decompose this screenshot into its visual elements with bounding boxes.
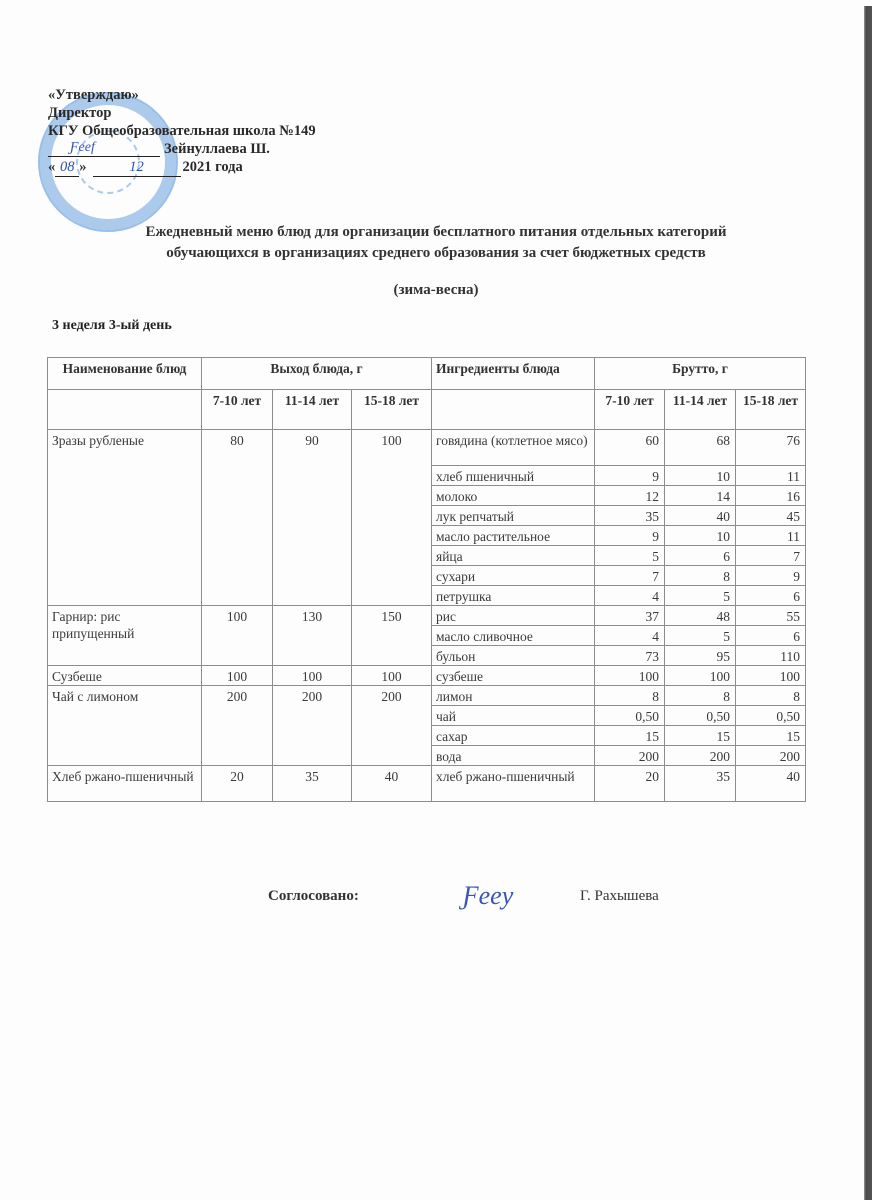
dish-yield-cell: 100: [202, 606, 273, 666]
ingredient-gross-cell: 11: [736, 526, 806, 546]
ingredient-gross-cell: 0,50: [736, 706, 806, 726]
ingredient-gross-cell: 5: [665, 586, 736, 606]
ingredient-gross-cell: 40: [736, 766, 806, 802]
document-title: [40, 222, 832, 264]
dish-yield-cell: 20: [202, 766, 273, 802]
ingredient-gross-cell: 9: [595, 526, 665, 546]
ingredient-name-cell: масло растительное: [432, 526, 595, 546]
header-yield-age-2: 11-14 лет: [273, 390, 352, 430]
dish-yield-cell: 100: [352, 666, 432, 686]
ingredient-name-cell: чай: [432, 706, 595, 726]
header-row-2: [48, 390, 806, 430]
ingredient-gross-cell: 15: [595, 726, 665, 746]
ingredient-gross-cell: 48: [665, 606, 736, 626]
dish-yield-cell: 90: [273, 430, 352, 606]
dish-yield-cell: 100: [352, 430, 432, 606]
scan-border: [864, 6, 872, 1200]
dish-yield-cell: 40: [352, 766, 432, 802]
ingredient-gross-cell: 20: [595, 766, 665, 802]
dish-yield-cell: 200: [202, 686, 273, 766]
ingredient-name-cell: масло сливочное: [432, 626, 595, 646]
ingredient-gross-cell: 0,50: [665, 706, 736, 726]
ingredient-gross-cell: 100: [595, 666, 665, 686]
ingredient-name-cell: сузбеше: [432, 666, 595, 686]
ingredient-gross-cell: 8: [665, 686, 736, 706]
date-quote-close: »: [79, 159, 87, 175]
ingredient-gross-cell: 5: [665, 626, 736, 646]
dish-name-cell: Сузбеше: [48, 666, 202, 686]
dish-yield-cell: 150: [352, 606, 432, 666]
dish-yield-cell: 80: [202, 430, 273, 606]
ingredient-gross-cell: 60: [595, 430, 665, 466]
ingredient-gross-cell: 9: [595, 466, 665, 486]
ingredient-name-cell: вода: [432, 746, 595, 766]
header-row-1: [48, 358, 806, 390]
ingredient-gross-cell: 8: [665, 566, 736, 586]
table-row: [48, 686, 806, 706]
dish-name-cell: Хлеб ржано-пшеничный: [48, 766, 202, 802]
header-empty-1: [48, 390, 202, 430]
ingredient-gross-cell: 200: [736, 746, 806, 766]
ingredient-name-cell: хлеб пшеничный: [432, 466, 595, 486]
ingredient-gross-cell: 9: [736, 566, 806, 586]
ingredient-name-cell: петрушка: [432, 586, 595, 606]
approval-heading: «Утверждаю»: [48, 87, 139, 103]
ingredient-name-cell: говядина (котлетное мясо): [432, 430, 595, 466]
table-row: [48, 666, 806, 686]
ingredient-gross-cell: 110: [736, 646, 806, 666]
ingredient-name-cell: бульон: [432, 646, 595, 666]
ingredient-gross-cell: 11: [736, 466, 806, 486]
ingredient-gross-cell: 16: [736, 486, 806, 506]
ingredient-name-cell: лук репчатый: [432, 506, 595, 526]
header-gross-age-2: 11-14 лет: [665, 390, 736, 430]
ingredient-gross-cell: 6: [736, 626, 806, 646]
ingredient-gross-cell: 4: [595, 626, 665, 646]
header-dish-name: Наименование блюд: [48, 358, 202, 390]
ingredient-name-cell: рис: [432, 606, 595, 626]
dish-yield-cell: 100: [273, 666, 352, 686]
director-signature: Ƒeef: [70, 140, 95, 155]
ingredient-gross-cell: 68: [665, 430, 736, 466]
dish-name-cell: Чай с лимоном: [48, 686, 202, 766]
agreed-label: Соглосовано:: [268, 887, 359, 904]
agreement-block: [268, 876, 708, 916]
ingredient-gross-cell: 6: [736, 586, 806, 606]
approval-position: Директор: [48, 105, 112, 121]
ingredient-name-cell: хлеб ржано-пшеничный: [432, 766, 595, 802]
approval-organization: КГУ Общеобразовательная школа №149: [48, 123, 316, 139]
approval-date-day: 08: [55, 158, 79, 177]
ingredient-gross-cell: 45: [736, 506, 806, 526]
approval-block: [48, 86, 316, 176]
header-gross-age-3: 15-18 лет: [736, 390, 806, 430]
ingredient-gross-cell: 7: [736, 546, 806, 566]
ingredient-gross-cell: 8: [736, 686, 806, 706]
ingredient-gross-cell: 10: [665, 526, 736, 546]
ingredient-gross-cell: 37: [595, 606, 665, 626]
season-label: (зима-весна): [393, 282, 479, 298]
dish-yield-cell: 35: [273, 766, 352, 802]
ingredient-gross-cell: 200: [595, 746, 665, 766]
title-line-2: обучающихся в организациях среднего образования за счет бюджетных средств: [166, 245, 706, 261]
ingredient-name-cell: сухари: [432, 566, 595, 586]
ingredient-gross-cell: 15: [665, 726, 736, 746]
menu-table: [47, 357, 806, 802]
header-empty-2: [432, 390, 595, 430]
title-line-1: Ежедневный меню блюд для организации бесплатного питания отдельных категорий: [145, 224, 727, 240]
ingredient-gross-cell: 35: [665, 766, 736, 802]
agreed-signature: Ƒeey: [462, 881, 514, 910]
ingredient-name-cell: сахар: [432, 726, 595, 746]
table-row: [48, 430, 806, 466]
table-row: [48, 606, 806, 626]
header-gross-age-1: 7-10 лет: [595, 390, 665, 430]
table-row: [48, 766, 806, 802]
ingredient-gross-cell: 4: [595, 586, 665, 606]
ingredient-gross-cell: 15: [736, 726, 806, 746]
approval-date-month: 12: [93, 158, 181, 177]
dish-name-cell: Гарнир: рис припущенный: [48, 606, 202, 666]
header-ingredients: Ингредиенты блюда: [432, 358, 595, 390]
ingredient-name-cell: лимон: [432, 686, 595, 706]
ingredient-gross-cell: 73: [595, 646, 665, 666]
ingredient-gross-cell: 14: [665, 486, 736, 506]
dish-name-cell: Зразы рубленые: [48, 430, 202, 606]
dish-yield-cell: 100: [202, 666, 273, 686]
agreed-name: Г. Рахышева: [580, 887, 659, 904]
director-signature-line: [48, 140, 160, 157]
ingredient-gross-cell: 10: [665, 466, 736, 486]
ingredient-gross-cell: 6: [665, 546, 736, 566]
header-yield: Выход блюда, г: [202, 358, 432, 390]
dish-yield-cell: 130: [273, 606, 352, 666]
dish-yield-cell: 200: [352, 686, 432, 766]
header-yield-age-1: 7-10 лет: [202, 390, 273, 430]
ingredient-gross-cell: 5: [595, 546, 665, 566]
ingredient-gross-cell: 40: [665, 506, 736, 526]
date-quote-open: «: [48, 159, 56, 175]
ingredient-gross-cell: 0,50: [595, 706, 665, 726]
ingredient-gross-cell: 55: [736, 606, 806, 626]
ingredient-gross-cell: 95: [665, 646, 736, 666]
ingredient-gross-cell: 100: [736, 666, 806, 686]
approval-date-year: 2021 года: [182, 159, 243, 175]
header-yield-age-3: 15-18 лет: [352, 390, 432, 430]
ingredient-name-cell: молоко: [432, 486, 595, 506]
header-gross: Брутто, г: [595, 358, 806, 390]
ingredient-gross-cell: 200: [665, 746, 736, 766]
week-day-label: 3 неделя 3-ый день: [52, 318, 172, 333]
ingredient-gross-cell: 76: [736, 430, 806, 466]
ingredient-gross-cell: 12: [595, 486, 665, 506]
ingredient-gross-cell: 35: [595, 506, 665, 526]
menu-table-body: [48, 430, 806, 802]
ingredient-gross-cell: 100: [665, 666, 736, 686]
dish-yield-cell: 200: [273, 686, 352, 766]
ingredient-gross-cell: 8: [595, 686, 665, 706]
ingredient-name-cell: яйца: [432, 546, 595, 566]
ingredient-gross-cell: 7: [595, 566, 665, 586]
approval-signatory: Зейнуллаева Ш.: [164, 141, 270, 157]
